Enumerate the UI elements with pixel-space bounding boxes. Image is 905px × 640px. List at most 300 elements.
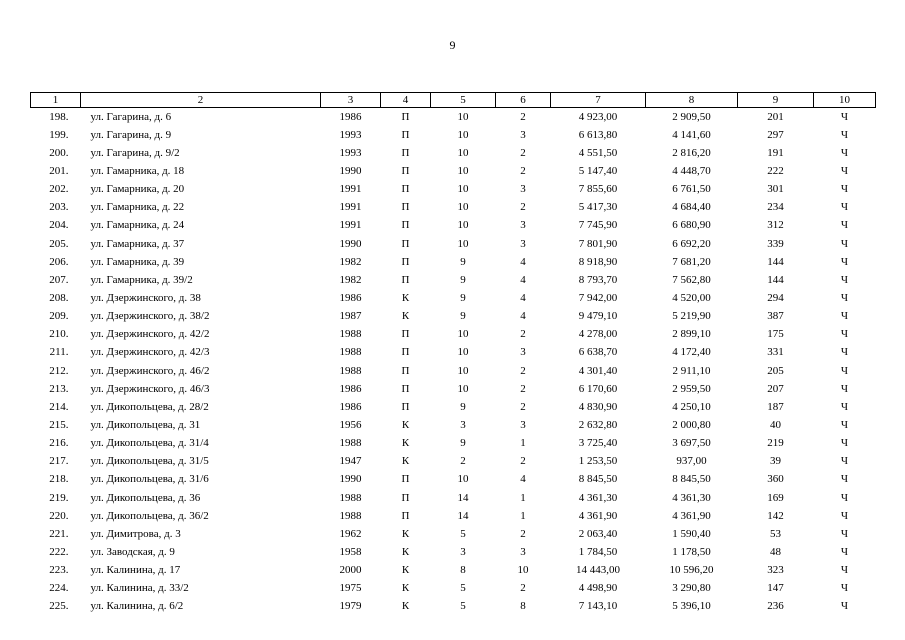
row-number: 207. — [49, 273, 69, 286]
floors-cell: 10 — [457, 146, 469, 159]
entrances-cell: 4 — [520, 273, 526, 286]
table-row — [31, 416, 876, 434]
floors-cell: 10 — [457, 346, 469, 359]
row-number: 217. — [49, 455, 69, 468]
area-total-cell: 6 170,60 — [578, 382, 618, 395]
row-number: 213. — [49, 382, 69, 395]
year-cell: 1979 — [339, 600, 362, 613]
residents-cell: 207 — [767, 382, 784, 395]
floors-cell: 9 — [460, 310, 466, 323]
entrances-cell: 2 — [520, 328, 526, 341]
area-living-cell: 7 681,20 — [672, 255, 711, 268]
type-cell: К — [401, 527, 410, 540]
entrances-cell: 4 — [520, 291, 526, 304]
year-cell: 1986 — [339, 382, 362, 395]
row-number: 218. — [49, 473, 69, 486]
table-row — [31, 471, 876, 489]
area-living-cell: 2 816,20 — [672, 146, 711, 159]
entrances-cell: 3 — [520, 545, 526, 558]
status-cell: Ч — [840, 437, 849, 450]
row-number: 220. — [49, 509, 69, 522]
year-cell: 1991 — [339, 201, 362, 214]
address-cell: ул. Калинина, д. 33/2 — [90, 582, 189, 595]
area-living-cell: 2 899,10 — [672, 328, 711, 341]
entrances-cell: 4 — [520, 310, 526, 323]
status-cell: Ч — [840, 400, 849, 413]
type-cell: П — [401, 183, 410, 196]
type-cell: П — [401, 273, 410, 286]
area-living-cell: 3 290,80 — [672, 582, 711, 595]
type-cell: П — [401, 128, 410, 141]
address-cell: ул. Дикопольцева, д. 31 — [90, 418, 201, 431]
area-living-cell: 1 590,40 — [672, 527, 711, 540]
floors-cell: 10 — [457, 164, 469, 177]
floors-cell: 10 — [457, 128, 469, 141]
table-row — [31, 217, 876, 235]
type-cell: П — [401, 110, 410, 123]
row-number: 212. — [49, 364, 69, 377]
year-cell: 1947 — [339, 455, 362, 468]
status-cell: Ч — [840, 255, 849, 268]
address-cell: ул. Дикопольцева, д. 36/2 — [90, 509, 209, 522]
area-total-cell: 7 855,60 — [578, 183, 618, 196]
table-body — [31, 108, 876, 616]
year-cell: 1988 — [339, 328, 362, 341]
table-row — [31, 580, 876, 598]
table-row — [31, 344, 876, 362]
year-cell: 1991 — [339, 219, 362, 232]
status-cell: Ч — [840, 310, 849, 323]
area-living-cell: 5 396,10 — [672, 600, 711, 613]
area-living-cell: 4 361,30 — [672, 491, 711, 504]
row-number: 199. — [49, 128, 69, 141]
type-cell: К — [401, 582, 410, 595]
type-cell: П — [401, 219, 410, 232]
type-cell: К — [401, 418, 410, 431]
year-cell: 1982 — [339, 255, 362, 268]
type-cell: К — [401, 291, 410, 304]
area-living-cell: 2 959,50 — [672, 382, 711, 395]
type-cell: К — [401, 310, 410, 323]
area-total-cell: 8 793,70 — [578, 273, 618, 286]
floors-cell: 10 — [457, 201, 469, 214]
year-cell: 1986 — [339, 400, 362, 413]
area-living-cell: 4 172,40 — [672, 346, 711, 359]
residents-cell: 187 — [767, 400, 784, 413]
status-cell: Ч — [840, 346, 849, 359]
table-row — [31, 126, 876, 144]
floors-cell: 10 — [457, 183, 469, 196]
floors-cell: 9 — [460, 273, 466, 286]
type-cell: П — [401, 473, 410, 486]
area-living-cell: 2 911,10 — [672, 364, 711, 377]
area-total-cell: 1 784,50 — [578, 545, 618, 558]
floors-cell: 10 — [457, 237, 469, 250]
address-cell: ул. Дзержинского, д. 42/3 — [90, 346, 210, 359]
year-cell: 1956 — [339, 418, 362, 431]
type-cell: П — [401, 400, 410, 413]
table-row — [31, 326, 876, 344]
table-row — [31, 507, 876, 525]
type-cell: П — [401, 201, 410, 214]
area-total-cell: 3 725,40 — [578, 437, 618, 450]
residents-cell: 360 — [767, 473, 784, 486]
residents-cell: 219 — [767, 437, 784, 450]
row-number: 205. — [49, 237, 69, 250]
address-cell: ул. Дикопольцева, д. 31/4 — [90, 437, 209, 450]
address-cell: ул. Гамарника, д. 18 — [90, 164, 185, 177]
area-total-cell: 4 551,50 — [578, 146, 618, 159]
row-number: 204. — [49, 219, 69, 232]
row-number: 210. — [49, 328, 69, 341]
status-cell: Ч — [840, 219, 849, 232]
row-number: 214. — [49, 400, 69, 413]
entrances-cell: 2 — [520, 146, 526, 159]
residents-cell: 142 — [767, 509, 784, 522]
area-living-cell: 2 909,50 — [672, 110, 711, 123]
table-row — [31, 525, 876, 543]
type-cell: К — [401, 600, 410, 613]
type-cell: П — [401, 346, 410, 359]
type-cell: П — [401, 382, 410, 395]
status-cell: Ч — [840, 582, 849, 595]
entrances-cell: 3 — [520, 346, 526, 359]
status-cell: Ч — [840, 473, 849, 486]
table-row — [31, 235, 876, 253]
status-cell: Ч — [840, 146, 849, 159]
area-total-cell: 7 942,00 — [578, 291, 618, 304]
column-header: 9 — [738, 93, 814, 108]
status-cell: Ч — [840, 291, 849, 304]
column-header: 3 — [321, 93, 381, 108]
row-number: 202. — [49, 183, 69, 196]
area-living-cell: 2 000,80 — [672, 418, 711, 431]
floors-cell: 3 — [460, 418, 466, 431]
status-cell: Ч — [840, 527, 849, 540]
area-living-cell: 937,00 — [676, 455, 707, 468]
status-cell: Ч — [840, 183, 849, 196]
table-row — [31, 162, 876, 180]
year-cell: 1993 — [339, 146, 362, 159]
status-cell: Ч — [840, 491, 849, 504]
entrances-cell: 3 — [520, 418, 526, 431]
table-row — [31, 199, 876, 217]
area-total-cell: 4 361,30 — [578, 491, 618, 504]
column-header: 6 — [496, 93, 551, 108]
status-cell: Ч — [840, 564, 849, 577]
row-number: 215. — [49, 418, 69, 431]
entrances-cell: 4 — [520, 255, 526, 268]
year-cell: 1988 — [339, 437, 362, 450]
residents-cell: 205 — [767, 364, 784, 377]
residents-cell: 234 — [767, 201, 784, 214]
address-cell: ул. Гамарника, д. 39/2 — [90, 273, 193, 286]
row-number: 224. — [49, 582, 69, 595]
status-cell: Ч — [840, 382, 849, 395]
address-cell: ул. Гамарника, д. 24 — [90, 219, 185, 232]
status-cell: Ч — [840, 364, 849, 377]
status-cell: Ч — [840, 273, 849, 286]
housing-registry-table — [30, 92, 876, 616]
area-total-cell: 8 918,90 — [578, 255, 618, 268]
row-number: 206. — [49, 255, 69, 268]
floors-cell: 5 — [460, 527, 466, 540]
residents-cell: 222 — [767, 164, 784, 177]
type-cell: П — [401, 164, 410, 177]
row-number: 225. — [49, 600, 69, 613]
area-total-cell: 5 147,40 — [578, 164, 618, 177]
residents-cell: 294 — [767, 291, 784, 304]
year-cell: 1990 — [339, 164, 362, 177]
area-total-cell: 4 361,90 — [578, 509, 618, 522]
entrances-cell: 2 — [520, 164, 526, 177]
type-cell: К — [401, 455, 410, 468]
address-cell: ул. Гамарника, д. 39 — [90, 255, 185, 268]
row-number: 209. — [49, 310, 69, 323]
table-row — [31, 362, 876, 380]
area-total-cell: 4 830,90 — [578, 400, 618, 413]
floors-cell: 10 — [457, 364, 469, 377]
residents-cell: 201 — [767, 110, 784, 123]
table-row — [31, 453, 876, 471]
residents-cell: 53 — [770, 527, 781, 540]
type-cell: П — [401, 491, 410, 504]
year-cell: 2000 — [339, 564, 362, 577]
address-cell: ул. Гамарника, д. 37 — [90, 237, 185, 250]
column-header: 1 — [31, 93, 81, 108]
address-cell: ул. Гагарина, д. 9 — [90, 128, 172, 141]
row-number: 208. — [49, 291, 69, 304]
address-cell: ул. Калинина, д. 6/2 — [90, 600, 184, 613]
type-cell: П — [401, 146, 410, 159]
floors-cell: 10 — [457, 110, 469, 123]
row-number: 203. — [49, 201, 69, 214]
area-total-cell: 1 253,50 — [578, 455, 618, 468]
residents-cell: 323 — [767, 564, 784, 577]
area-total-cell: 9 479,10 — [578, 310, 618, 323]
row-number: 200. — [49, 146, 69, 159]
address-cell: ул. Калинина, д. 17 — [90, 564, 181, 577]
status-cell: Ч — [840, 455, 849, 468]
floors-cell: 9 — [460, 400, 466, 413]
table-row — [31, 271, 876, 289]
entrances-cell: 2 — [520, 201, 526, 214]
floors-cell: 10 — [457, 328, 469, 341]
floors-cell: 2 — [460, 455, 466, 468]
address-cell: ул. Димитрова, д. 3 — [90, 527, 181, 540]
table-row — [31, 380, 876, 398]
entrances-cell: 3 — [520, 128, 526, 141]
floors-cell: 9 — [460, 437, 466, 450]
row-number: 219. — [49, 491, 69, 504]
entrances-cell: 1 — [520, 491, 526, 504]
floors-cell: 3 — [460, 545, 466, 558]
residents-cell: 312 — [767, 219, 784, 232]
area-living-cell: 4 684,40 — [672, 201, 711, 214]
address-cell: ул. Дикопольцева, д. 36 — [90, 491, 201, 504]
address-cell: ул. Заводская, д. 9 — [90, 545, 175, 558]
entrances-cell: 2 — [520, 364, 526, 377]
entrances-cell: 3 — [520, 237, 526, 250]
address-cell: ул. Дзержинского, д. 38/2 — [90, 310, 210, 323]
area-living-cell: 4 141,60 — [672, 128, 711, 141]
table-row — [31, 253, 876, 271]
entrances-cell: 2 — [520, 400, 526, 413]
column-header: 7 — [551, 93, 646, 108]
area-total-cell: 8 845,50 — [578, 473, 618, 486]
residents-cell: 236 — [767, 600, 784, 613]
floors-cell: 9 — [460, 255, 466, 268]
type-cell: К — [401, 564, 410, 577]
table-row — [31, 435, 876, 453]
residents-cell: 387 — [767, 310, 784, 323]
area-total-cell: 5 417,30 — [578, 201, 618, 214]
residents-cell: 39 — [770, 455, 781, 468]
page-number: 9 — [449, 38, 456, 52]
status-cell: Ч — [840, 201, 849, 214]
area-total-cell: 2 063,40 — [578, 527, 618, 540]
year-cell: 1958 — [339, 545, 362, 558]
type-cell: П — [401, 364, 410, 377]
area-total-cell: 14 443,00 — [576, 564, 620, 577]
floors-cell: 14 — [457, 491, 469, 504]
status-cell: Ч — [840, 237, 849, 250]
year-cell: 1988 — [339, 491, 362, 504]
residents-cell: 331 — [767, 346, 784, 359]
address-cell: ул. Дикопольцева, д. 31/5 — [90, 455, 209, 468]
entrances-cell: 2 — [520, 527, 526, 540]
residents-cell: 339 — [767, 237, 784, 250]
status-cell: Ч — [840, 509, 849, 522]
year-cell: 1986 — [339, 110, 362, 123]
entrances-cell: 1 — [520, 509, 526, 522]
area-total-cell: 2 632,80 — [578, 418, 618, 431]
column-header: 4 — [381, 93, 431, 108]
year-cell: 1988 — [339, 364, 362, 377]
area-living-cell: 1 178,50 — [672, 545, 711, 558]
entrances-cell: 8 — [520, 600, 526, 613]
year-cell: 1975 — [339, 582, 362, 595]
table-row — [31, 144, 876, 162]
floors-cell: 14 — [457, 509, 469, 522]
year-cell: 1988 — [339, 346, 362, 359]
area-total-cell: 7 143,10 — [578, 600, 618, 613]
residents-cell: 144 — [767, 273, 784, 286]
row-number: 198. — [49, 110, 69, 123]
column-header: 10 — [814, 93, 876, 108]
table-row — [31, 308, 876, 326]
address-cell: ул. Дзержинского, д. 46/2 — [90, 364, 210, 377]
address-cell: ул. Гамарника, д. 20 — [90, 183, 185, 196]
floors-cell: 5 — [460, 582, 466, 595]
table-row — [31, 562, 876, 580]
floors-cell: 10 — [457, 382, 469, 395]
area-total-cell: 6 638,70 — [578, 346, 618, 359]
residents-cell: 297 — [767, 128, 784, 141]
row-number: 201. — [49, 164, 69, 177]
table-row — [31, 181, 876, 199]
entrances-cell: 2 — [520, 382, 526, 395]
year-cell: 1991 — [339, 183, 362, 196]
year-cell: 1990 — [339, 237, 362, 250]
header-row — [31, 93, 876, 108]
table-row — [31, 398, 876, 416]
year-cell: 1986 — [339, 291, 362, 304]
area-total-cell: 4 923,00 — [578, 110, 618, 123]
address-cell: ул. Гагарина, д. 6 — [90, 110, 172, 123]
type-cell: П — [401, 237, 410, 250]
area-living-cell: 6 680,90 — [672, 219, 711, 232]
area-total-cell: 6 613,80 — [578, 128, 618, 141]
address-cell: ул. Дзержинского, д. 46/3 — [90, 382, 210, 395]
floors-cell: 10 — [457, 473, 469, 486]
entrances-cell: 2 — [520, 455, 526, 468]
area-living-cell: 5 219,90 — [672, 310, 711, 323]
floors-cell: 9 — [460, 291, 466, 304]
address-cell: ул. Гамарника, д. 22 — [90, 201, 185, 214]
area-living-cell: 4 448,70 — [672, 164, 711, 177]
table-row — [31, 543, 876, 561]
entrances-cell: 1 — [520, 437, 526, 450]
area-living-cell: 4 520,00 — [672, 291, 711, 304]
status-cell: Ч — [840, 600, 849, 613]
table-row — [31, 598, 876, 616]
address-cell: ул. Дзержинского, д. 42/2 — [90, 328, 210, 341]
year-cell: 1987 — [339, 310, 362, 323]
type-cell: П — [401, 255, 410, 268]
entrances-cell: 3 — [520, 183, 526, 196]
floors-cell: 5 — [460, 600, 466, 613]
area-living-cell: 6 692,20 — [672, 237, 711, 250]
row-number: 223. — [49, 564, 69, 577]
type-cell: К — [401, 545, 410, 558]
status-cell: Ч — [840, 164, 849, 177]
address-cell: ул. Дзержинского, д. 38 — [90, 291, 201, 304]
year-cell: 1993 — [339, 128, 362, 141]
row-number: 211. — [49, 346, 69, 359]
column-header: 5 — [431, 93, 496, 108]
type-cell: П — [401, 328, 410, 341]
type-cell: П — [401, 509, 410, 522]
status-cell: Ч — [840, 418, 849, 431]
area-total-cell: 4 498,90 — [578, 582, 618, 595]
status-cell: Ч — [840, 328, 849, 341]
column-header: 8 — [646, 93, 738, 108]
entrances-cell: 4 — [520, 473, 526, 486]
residents-cell: 301 — [767, 183, 784, 196]
row-number: 221. — [49, 527, 69, 540]
residents-cell: 144 — [767, 255, 784, 268]
year-cell: 1990 — [339, 473, 362, 486]
entrances-cell: 2 — [520, 110, 526, 123]
status-cell: Ч — [840, 128, 849, 141]
table-row — [31, 489, 876, 507]
area-living-cell: 4 361,90 — [672, 509, 711, 522]
residents-cell: 40 — [770, 418, 781, 431]
status-cell: Ч — [840, 110, 849, 123]
residents-cell: 191 — [767, 146, 784, 159]
area-total-cell: 4 301,40 — [578, 364, 618, 377]
row-number: 222. — [49, 545, 69, 558]
entrances-cell: 2 — [520, 582, 526, 595]
year-cell: 1982 — [339, 273, 362, 286]
area-living-cell: 3 697,50 — [672, 437, 711, 450]
residents-cell: 48 — [770, 545, 781, 558]
area-total-cell: 7 745,90 — [578, 219, 618, 232]
area-living-cell: 8 845,50 — [672, 473, 711, 486]
year-cell: 1962 — [339, 527, 362, 540]
area-living-cell: 4 250,10 — [672, 400, 711, 413]
